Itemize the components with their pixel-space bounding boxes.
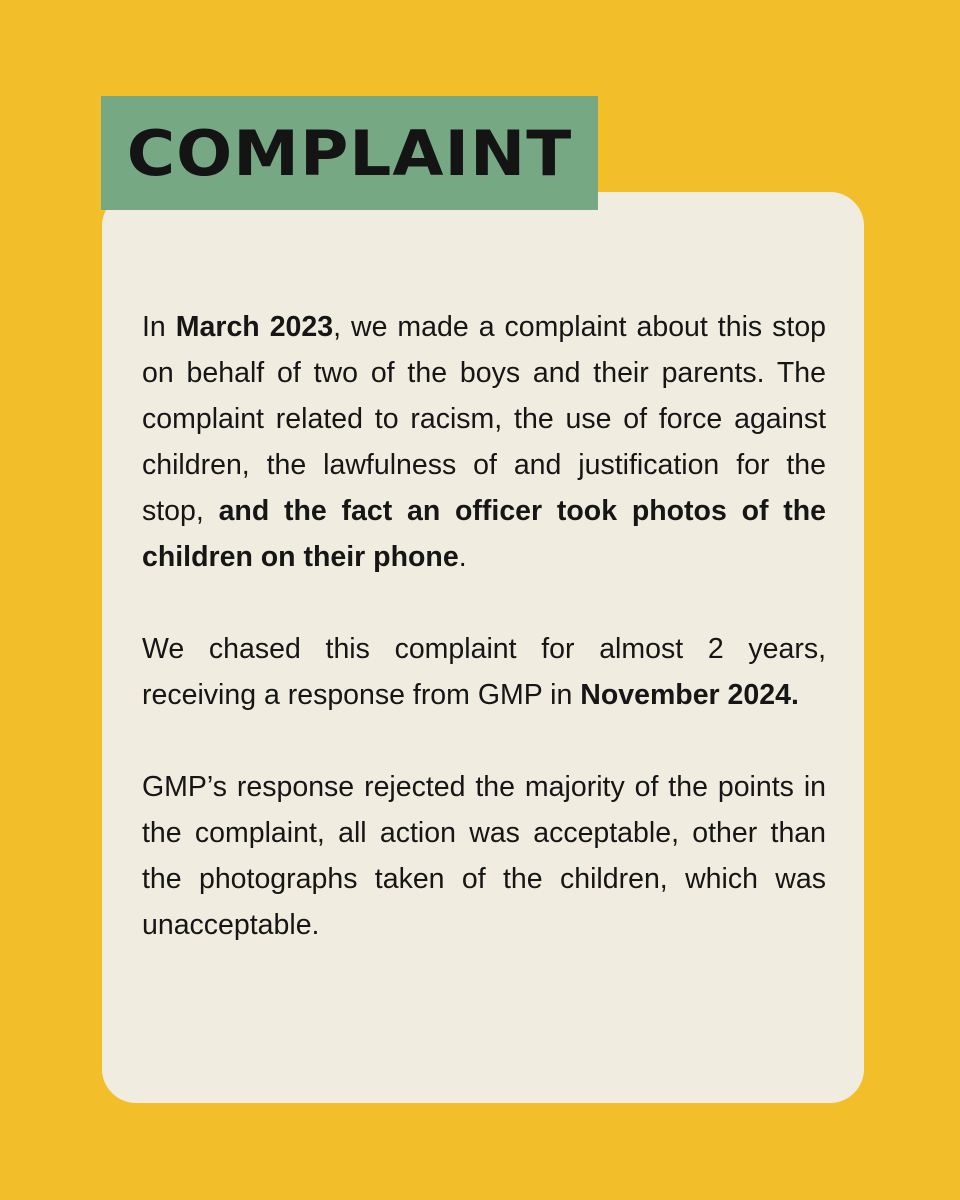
p1-text-e: . [458,541,467,573]
p1-text-a: In [142,311,176,343]
paragraph-2 [142,626,826,718]
title-banner [101,96,598,210]
p2-date-highlight: November 2024. [580,679,799,711]
p1-bold-highlight: and the fact an officer took photos of the children on their phone [142,495,826,573]
body-text [142,304,826,948]
paragraph-3 [142,764,826,948]
p1-date-highlight: March 2023 [175,311,334,343]
paragraph-1 [142,304,826,580]
p1-text-c: , we made a complaint about this stop on behalf of two of the boys and their parents. The complaint related to racism, the use of force against children, the lawfulness of and justification for the stop, [142,311,827,527]
p2-text-a: We chased this complaint for almost 2 years, receiving a response from GMP in [142,633,826,711]
page-title: COMPLAINT [126,116,573,191]
p3-text-a: GMP’s response rejected the majority of the points in the complaint, all action was acceptable, other than the photographs taken of the children, which was unacceptable. [142,771,826,941]
